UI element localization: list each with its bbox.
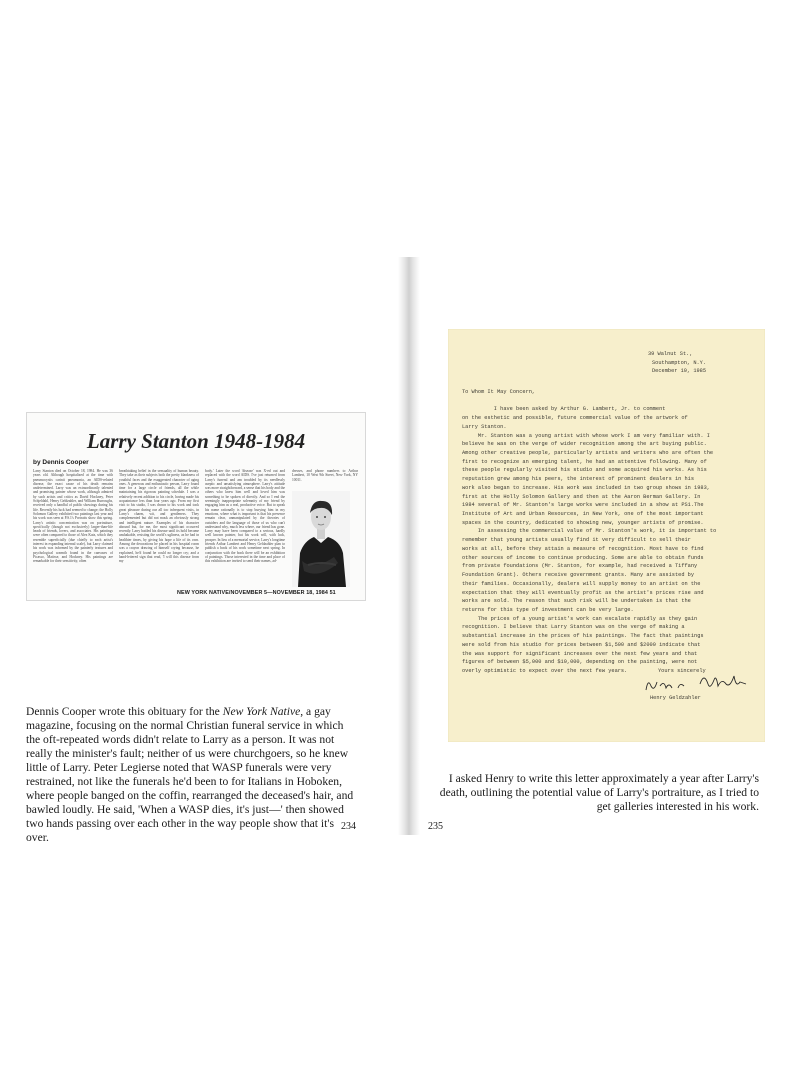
letter-line: 1984 several of Mr. Stanton's large works were included in a show at PS1.The (462, 502, 704, 509)
handwritten-signature (646, 676, 706, 694)
letter-closing: Yours sincerely (658, 668, 706, 674)
letter-line: first at the Holly Solomon Gallery and then at the Aaron Berman Gallery. In (462, 493, 701, 500)
letter-line: works are sold. The reason that such risk will be undertaken is that the (462, 598, 691, 605)
portrait-photo (292, 491, 350, 587)
letter-line: work also began to increase. His work was included in two group shows in 1983, (462, 484, 710, 491)
page-number-right: 235 (428, 821, 443, 832)
clipping-column-4: dresses, and phone numbers to Arthur Lambert, 10 West 9th Street, New York, NY 10011. (292, 469, 358, 482)
letter-line: from private foundations (Mr. Stanton, for example, had received a Tiffany (462, 563, 698, 570)
letter-line: the was support for significant increases over the next few years and that (462, 650, 698, 657)
letter-line: substantial increase in the prices of his paintings. The fact that paintings (462, 633, 704, 640)
letter-line: recognition. I believe that Larry Stanton was on the verge of making a (462, 624, 685, 631)
letter-line: believe he was on the verge of wider recognition among the art buying public. (462, 441, 707, 448)
letter-line: were sold from his studio for prices between $1,500 and $2000 indicate that (462, 641, 701, 648)
right-caption: I asked Henry to write this letter approximately a year after Larry's death, outlining the potential value of Larry's portraiture, as I tried to get galleries interested in his work. (439, 772, 759, 813)
letter-signer: Henry Geldzahler (650, 694, 701, 701)
letter-line: Foundation Grant). Others receive government grants. Many are assisted by (462, 572, 695, 579)
clipping-column-3: body.' Later the word 'disease' was X-ed out and replaced with the word AIDS. I've just returned from Larry's funeral and am troubled by its needlessly aseptic and unsatisfying atmosphere. Larry's attitude was more straightforward, a sense that his body and the others who knew him well and loved him was something to be spoken of directly. And so I end the seemingly inappropriate solemnity of my friend by engaging him as a real, productive voice. But to speak his name rationally is to stop burying him in my emotions, where what is important is that his presence remain clear, unmanipulated by the theories of outsiders and the language of those of us who can't understand why, much less where, our friend has gone. Larry may have been compared to a serious, hardly well known painter, but his work will, with luck, prosper. In lieu of a memorial service, Larry's longtime friends Arthur Lambert and Henry Geldzahler plan to publish a book of his work sometime next spring. In conjunction with the book there will be an exhibition of paintings. Those interested in the time and place of this exhibition are invited to send their names, ad- (205, 469, 285, 564)
letter-line: first to recognize an emerging talent, he had an attentive following. Many of (462, 458, 707, 465)
obituary-clipping (26, 412, 366, 601)
letter-line: returns for this type of investment can be very large. (462, 606, 634, 613)
clipping-column-1: Larry Stanton died on October 18, 1984. He was 36 years old. Although hospitalized at the time with pneumocystis carinii pneumonia, an AIDS-related disease, the exact cause of his death remains undetermined. Larry was an extraordinarily talented and promising painter whose work, although admired by such artists and critics as David Hockney, Peter Schjeldahl, Henry Geldzahler, and William Burroughs, received only a handful of public showings during his life. Recently his luck had seemed to change; the Holly Solomon Gallery exhibited two paintings last year and his work was seen at P.S.1's Portraits show this spring. Larry's artistic concentration was on portraiture, specifically (though not exclusively) larger-than-life heads of friends, lovers, and associates. His paintings were often compared to those of Alex Katz, which they resemble superficially (due chiefly to each artist's interest in expanding internal scale), but Larry claimed his work was informed by the painterly textures and psychological warmth found in the canvases of Picasso, Matisse, and Hockney. His paintings are remarkable for their sensitivity, often (33, 469, 113, 564)
letter-line: spaces in the country, dedicated to showing new, younger artists of promise. (462, 519, 704, 526)
letter-body (462, 388, 716, 676)
letter-line: To Whom It May Concern, (462, 389, 536, 395)
letter-line: on the esthetic and possible, future commercial value of the artwork of (462, 415, 688, 422)
letter-line: The prices of a young artist's work can escalate rapidly as they gain (462, 615, 698, 622)
letter-signature-block (646, 667, 706, 702)
clipping-byline: by Dennis Cooper (33, 459, 89, 466)
book-gutter (398, 257, 420, 835)
clipping-title: Larry Stanton 1948-1984 (86, 429, 306, 453)
letter-line: other sources of income to continue producing. Some are able to obtain funds (462, 554, 704, 561)
letter-line: Larry Stanton. (462, 423, 507, 430)
letter-line: these people regularly visited his studio and some acquired his works. As his (462, 467, 707, 474)
page-number-left: 234 (341, 821, 356, 832)
letter-line: In assessing the commercial value of Mr. Stanton's work, it is important to (462, 528, 717, 535)
letter-line: their families. Occasionally, dealers will supply money to an artist on the (462, 580, 701, 587)
letter-line: I have been asked by Arthur G. Lambert, Jr. to comment (462, 406, 666, 413)
publication-name: New York Native (222, 705, 301, 718)
letter-line: figures of between $5,000 and $10,000, depending on the painting, were not (462, 659, 698, 666)
clipping-footer: NEW YORK NATIVE/NOVEMBER 5—NOVEMBER 18, 1984 51 (177, 590, 336, 596)
typed-letter (448, 329, 765, 742)
letter-line: Institute of Art and Urban Resources, in New York, one of the most important (462, 511, 704, 518)
letter-line: overly optimistic to expect over the next few years. (462, 667, 628, 674)
clipping-column-2: breathtaking belief in the sensuality of human beauty. They take as their subjects both the pretty blankness of youthful faces and the exaggerated character of aging ones. A generous and enthusiastic person, Larry found time for a large circle of friends, all the while maintaining his rigorous painting schedule. I was a relatively recent addition to his circle, having made his acquaintance less than four years ago. From my first visit to his studio, I was drawn to his work and took great pleasure during our all too infrequent visits, in Larry's charm, wit, and gentleness. They complemented but did not mask an obviously strong and intelligent nature. Examples of his character abound but, for me, the most significant occurred recently. Larry battled his disease until its hold became unshakable, resisting the world's ugliness, as he had in healthier times, by giving his hope a life of its own. Among the decorations he placed in his hospital room was a crayon drawing of himself crying because, he explained, he'd found he could no longer cry; and a hand-lettered sign that read, 'I will this disease from my (119, 469, 199, 564)
letter-line: Among other creative people, particularly artists and writers who are often the (462, 450, 714, 456)
letter-line: expectation that they will eventually profit as the artist's prices rise and (462, 589, 704, 596)
letter-line: Mr. Stanton was a young artist with whose work I am very familiar with. I (462, 432, 710, 439)
letter-line: reputation grew among his peers, the interest of prominent dealers in his (462, 476, 695, 483)
letter-line: works at all, before they attain a measure of recognition. Most have to find (462, 545, 704, 552)
letter-address: 39 Walnut St., Southampton, N.Y. December 10, 1985 (648, 351, 707, 375)
letter-line: remember that young artists usually find it very difficult to sell their (462, 537, 691, 544)
left-caption: Dennis Cooper wrote this obituary for the New York Native, a gay magazine, focusing on the normal Christian funeral service in which the oft-repeated words didn't relate to Larry as a person. It was not really the minister's fault; neither of us were churchgoers, so he knew little of Larry. Peter Legierse noted that WASP funerals were very restrained, not like the funerals he'd been to for Italians in Hoboken, where people banged on the coffin, rearranged the deceased's hair, and bawled loudly. He said, 'When a WASP dies, it's just—' then showed two hands passing over each other in the way people show that it's over. (26, 705, 354, 844)
